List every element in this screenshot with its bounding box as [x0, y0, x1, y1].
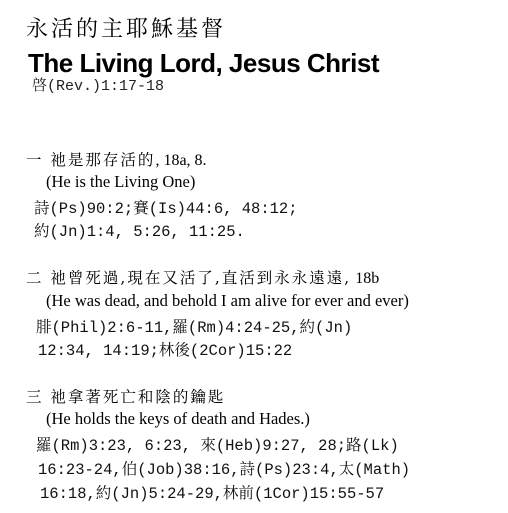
scripture-reference: 啓(Rev.)1:17-18	[32, 78, 165, 95]
point-2-refs-line-1: 腓(Phil)2:6-11,羅(Rm)4:24-25,約(Jn)	[36, 319, 353, 337]
english-title: The Living Lord, Jesus Christ	[28, 48, 379, 78]
point-1-verse: , 18a, 8.	[155, 152, 207, 169]
point-1-english: (He is the Living One)	[46, 172, 196, 191]
point-3-heading	[26, 385, 225, 407]
point-1-heading-zh: 一 祂是那存活的	[26, 151, 156, 169]
point-3-refs-line-2: 16:23-24,伯(Job)38:16,詩(Ps)23:4,太(Math)	[38, 461, 411, 479]
point-2-refs-line-2: 12:34, 14:19;林後(2Cor)15:22	[38, 342, 293, 360]
point-1-heading	[26, 148, 207, 170]
point-3-heading-zh: 三 祂拿著死亡和陰的鑰匙	[26, 388, 226, 406]
point-2-heading-zh: 二 祂曾死過,現在又活了,直活到永永遠遠,	[26, 269, 352, 287]
point-2-verse: 18b	[351, 270, 380, 287]
point-1-refs-line-2: 約(Jn)1:4, 5:26, 11:25.	[34, 223, 245, 241]
point-2-heading	[26, 266, 379, 288]
point-2-english: (He was dead, and behold I am alive for ever and ever)	[46, 291, 409, 310]
chinese-title: 永活的主耶穌基督	[26, 17, 227, 42]
point-1-refs-line-1: 詩(Ps)90:2;賽(Is)44:6, 48:12;	[34, 200, 298, 218]
point-3-refs-line-1: 羅(Rm)3:23, 6:23, 來(Heb)9:27, 28;路(Lk)	[36, 437, 399, 455]
point-3-english: (He holds the keys of death and Hades.)	[46, 409, 310, 428]
point-3-refs-line-3: 16:18,約(Jn)5:24-29,林前(1Cor)15:55-57	[40, 485, 385, 503]
